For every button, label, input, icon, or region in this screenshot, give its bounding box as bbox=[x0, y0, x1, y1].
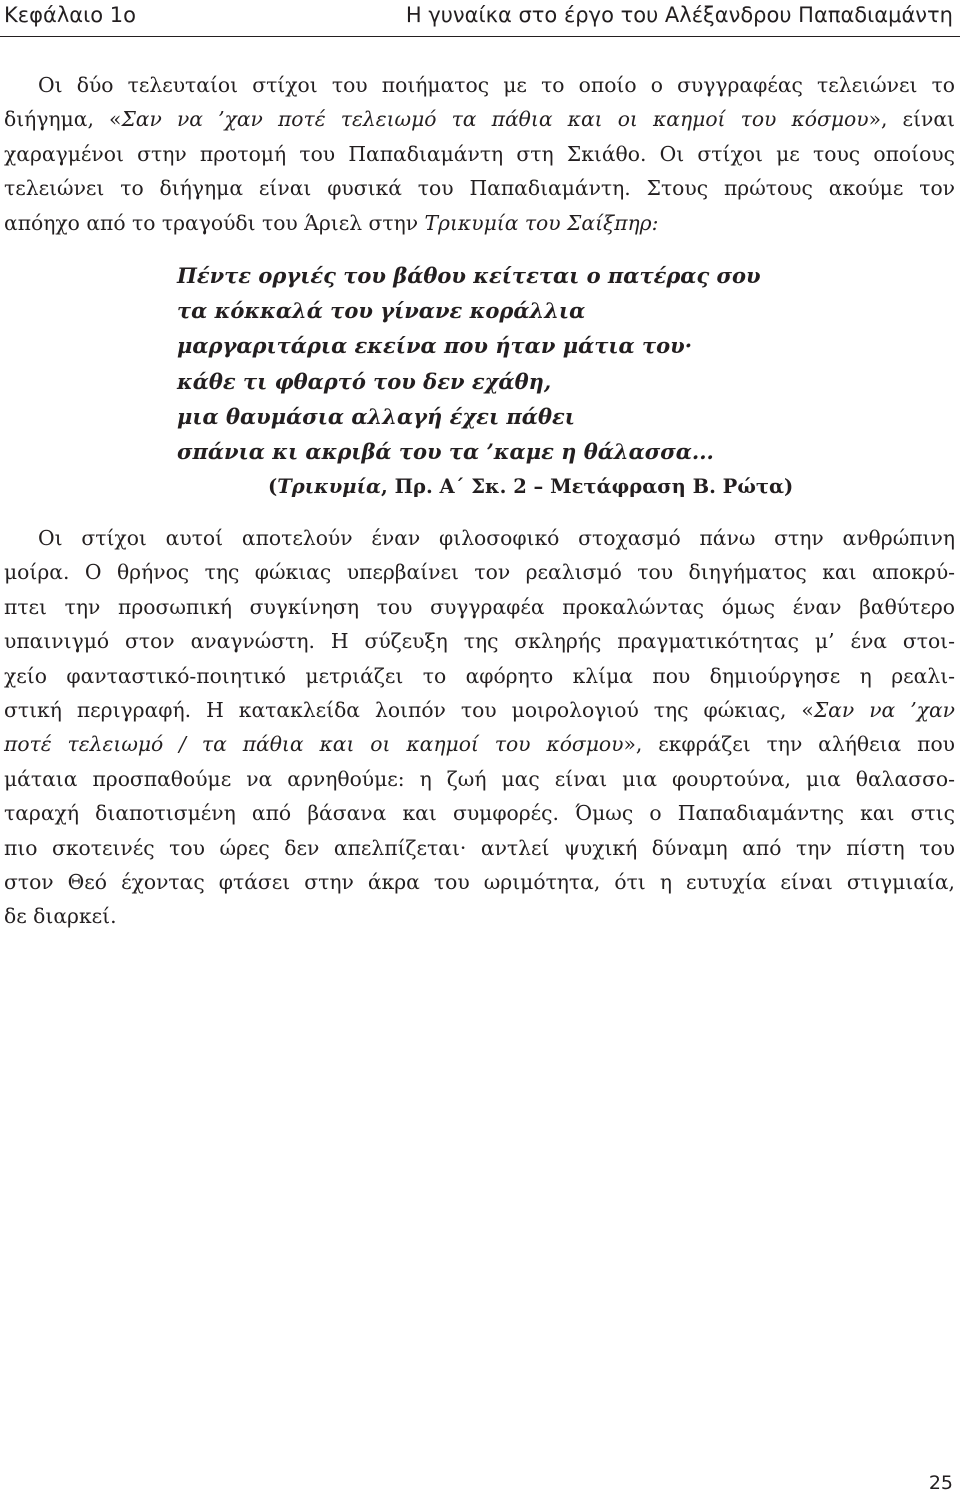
paragraph-analysis bbox=[4, 521, 955, 934]
page-number: 25 bbox=[928, 1472, 953, 1494]
text-line: πτει την προσωπική συγκίνηση του συγγραφέα προκαλώντας όμως έναν βαθύτερο bbox=[4, 594, 955, 619]
poem-verse: κάθε τι φθαρτό του δεν εχάθη, bbox=[177, 368, 552, 394]
text-run: », είναι bbox=[868, 107, 955, 132]
text-line: δε διαρκεί. bbox=[4, 904, 117, 929]
poem-verse: μια θαυμάσια αλλαγή έχει πάθει bbox=[177, 403, 575, 429]
text-run: στική περιγραφή. Η κατακλείδα λοιπόν του μοιρολογιού της φώκιας, « bbox=[4, 698, 814, 723]
text-line: υπαινιγμό στον αναγνώστη. Η σύζευξη της σκληρής πραγματικότητας μ’ ένα στοι- bbox=[4, 629, 955, 654]
source-work: Τρικυμία bbox=[277, 475, 382, 498]
text-line bbox=[4, 693, 955, 727]
poem-source bbox=[268, 472, 793, 502]
text-line: στον Θεό έχοντας φτάσει στην άκρα του ωριμότητα, ότι η ευτυχία είναι στιγμιαία, bbox=[4, 870, 955, 895]
chapter-label: Κεφάλαιο 1ο bbox=[4, 3, 136, 27]
text-line: τελειώνει το διήγημα είναι φυσικά του Παπαδιαμάντη. Στους πρώτους ακούμε τον bbox=[4, 176, 955, 201]
text-line bbox=[4, 102, 955, 136]
poem-verse: τα κόκκαλά του γίνανε κοράλλια bbox=[177, 298, 586, 324]
quoted-verse: Σαν να ’χαν bbox=[813, 698, 955, 723]
text-line bbox=[4, 206, 955, 240]
text-line: χείο φανταστικό-ποιητικό μετριάζει το αφόρητο κλίμα που δημιούργησε η ρεαλι- bbox=[4, 663, 955, 688]
paragraph-intro bbox=[4, 68, 955, 240]
source-details: , Πρ. Α΄ Σκ. 2 – Μετάφραση Β. Ρώτα) bbox=[381, 475, 794, 498]
poem-quote bbox=[177, 258, 761, 469]
text-line: Οι δύο τελευταίοι στίχοι του ποιήματος με το οποίο ο συγγραφέας τελειώνει το bbox=[38, 73, 955, 97]
text-run: απόηχο από το τραγούδι του Άριελ στην bbox=[4, 210, 425, 235]
poem-verse: Πέντε οργιές του βάθου κείτεται ο πατέρας σου bbox=[177, 263, 761, 288]
text-line: μάταια προσπαθούμε να αρνηθούμε: η ζωή μας είναι μια φουρτούνα, μια θαλασσο- bbox=[4, 766, 955, 791]
quoted-verse: Σαν να ’χαν ποτέ τελειωμό τα πάθια και οι καημοί του κόσμου bbox=[121, 107, 869, 132]
poem-verse: σπάνια κι ακριβά του τα ’καμε η θάλασσα... bbox=[177, 439, 714, 465]
running-header bbox=[0, 0, 960, 37]
text-line bbox=[4, 727, 955, 761]
text-line: χαραγμένοι στην προτομή του Παπαδιαμάντη στη Σκιάθο. Οι στίχοι με τους οποίους bbox=[4, 141, 955, 166]
text-line: Οι στίχοι αυτοί αποτελούν έναν φιλοσοφικό στοχασμό πάνω στην ανθρώπινη bbox=[38, 526, 955, 550]
poem-verse: μαργαριτάρια εκείνα που ήταν μάτια του· bbox=[177, 333, 693, 359]
source-open: ( bbox=[268, 475, 278, 498]
text-run: », εκφράζει την αλήθεια που bbox=[623, 732, 956, 757]
text-line: ταραχή διαποτισμένη από βάσανα και συμφορές. Όμως ο Παπαδιαμάντης και στις bbox=[4, 801, 955, 826]
text-line: πιο σκοτεινές του ώρες δεν απελπίζεται· αντλεί ψυχική δύναμη από την πίστη του bbox=[4, 835, 955, 860]
running-title: Η γυναίκα στο έργο του Αλέξανδρου Παπαδιαμάντη bbox=[405, 3, 953, 27]
quoted-verse: ποτέ τελειωμό / τα πάθια και οι καημοί του κόσμου bbox=[4, 732, 624, 757]
text-line: μοίρα. Ο θρήνος της φώκιας υπερβαίνει τον ρεαλισμό του διηγήματος και αποκρύ- bbox=[4, 560, 955, 585]
work-title: Τρικυμία του Σαίξπηρ: bbox=[424, 210, 659, 235]
text-run: διήγημα, « bbox=[4, 107, 122, 132]
